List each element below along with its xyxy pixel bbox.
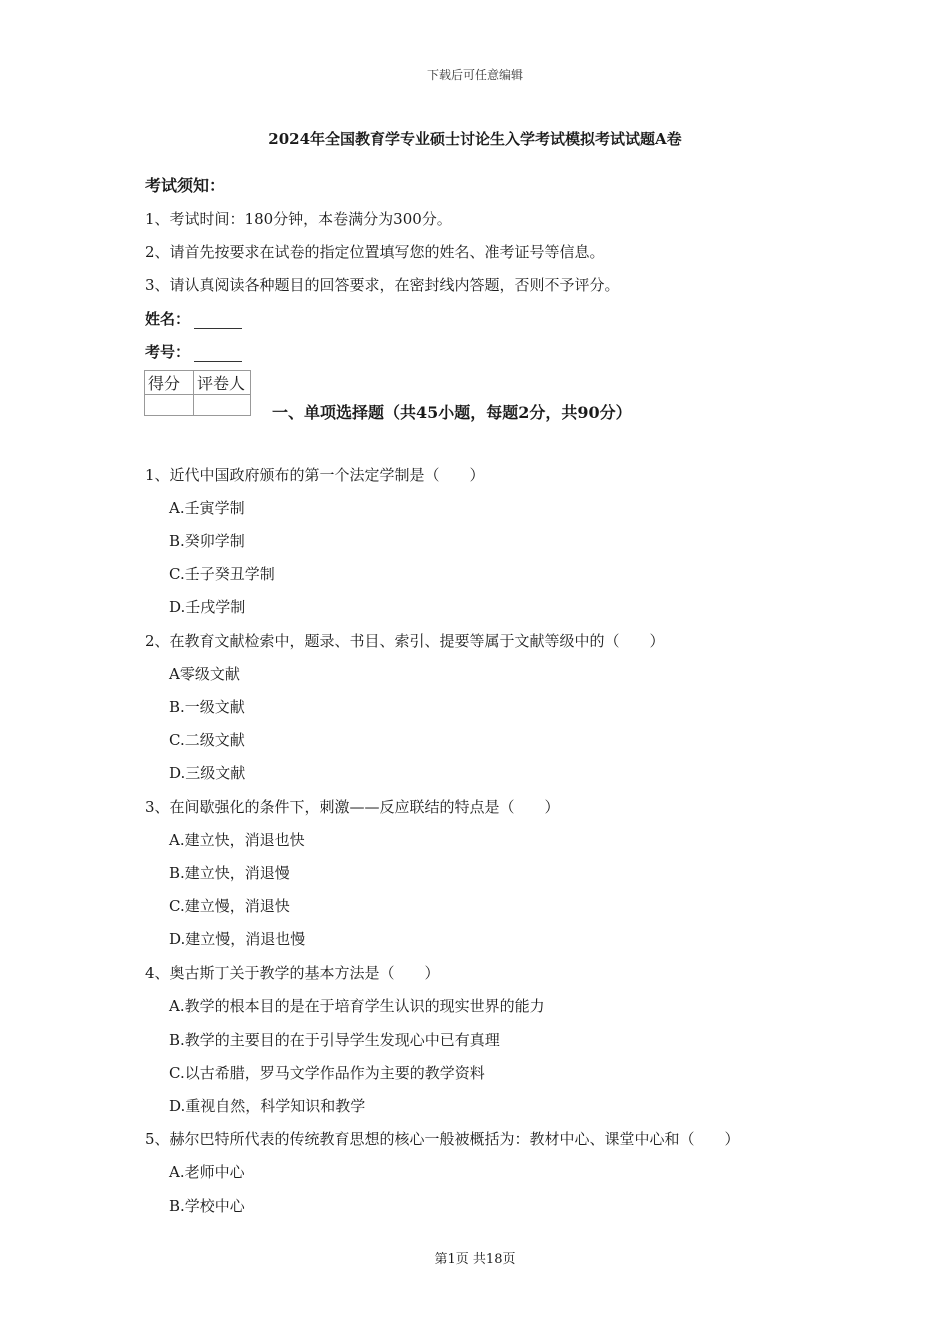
name-field[interactable]	[145, 308, 242, 329]
grader-header: 评卷人	[194, 371, 251, 395]
id-label: 考号：	[145, 343, 191, 361]
question-5: 5、赫尔巴特所代表的传统教育思想的核心一般被概括为：教材中心、课堂中心和（ ）	[145, 1130, 740, 1148]
option[interactable]: D.建立慢，消退也慢	[169, 930, 306, 948]
name-label: 姓名：	[145, 310, 191, 328]
question-4: 4、奥古斯丁关于教学的基本方法是（ ）	[145, 964, 440, 982]
grader-cell[interactable]	[194, 395, 251, 416]
option[interactable]: B.一级文献	[169, 698, 245, 716]
id-field[interactable]	[145, 341, 242, 362]
notice-heading: 考试须知：	[145, 176, 226, 195]
page-footer: 第1页 共18页	[434, 1252, 516, 1267]
question-3: 3、在间歇强化的条件下，刺激——反应联结的特点是（ ）	[145, 798, 560, 816]
option[interactable]: A.建立快，消退也快	[169, 831, 305, 849]
option[interactable]: A.壬寅学制	[169, 499, 245, 517]
name-blank[interactable]	[194, 314, 242, 329]
option[interactable]: A.教学的根本目的是在于培育学生认识的现实世界的能力	[169, 997, 545, 1015]
score-cell[interactable]	[145, 395, 194, 416]
option[interactable]: A零级文献	[169, 665, 240, 683]
question-1: 1、近代中国政府颁布的第一个法定学制是（ ）	[145, 466, 485, 484]
option[interactable]: D.壬戌学制	[169, 598, 246, 616]
id-blank[interactable]	[194, 347, 242, 362]
notice-item: 3、请认真阅读各种题目的回答要求，在密封线内答题，否则不予评分。	[145, 276, 620, 294]
question-2: 2、在教育文献检索中，题录、书目、索引、提要等属于文献等级中的（ ）	[145, 632, 665, 650]
notice-item: 2、请首先按要求在试卷的指定位置填写您的姓名、准考证号等信息。	[145, 243, 605, 261]
option[interactable]: B.建立快，消退慢	[169, 864, 290, 882]
option[interactable]: C.壬子癸丑学制	[169, 565, 275, 583]
section-title: 一、单项选择题（共45小题，每题2分，共90分）	[272, 403, 632, 422]
score-table	[144, 370, 251, 416]
option[interactable]: C.建立慢，消退快	[169, 897, 290, 915]
notice-item: 1、考试时间：180分钟，本卷满分为300分。	[145, 210, 452, 228]
option[interactable]: D.三级文献	[169, 764, 246, 782]
option[interactable]: A.老师中心	[169, 1163, 245, 1181]
score-header: 得分	[145, 371, 194, 395]
option[interactable]: D.重视自然，科学知识和教学	[169, 1097, 366, 1115]
header-note: 下载后可任意编辑	[426, 68, 523, 82]
document-title: 2024年全国教育学专业硕士讨论生入学考试模拟考试试题A卷	[268, 130, 682, 148]
option[interactable]: C.以古希腊，罗马文学作品作为主要的教学资料	[169, 1064, 485, 1082]
option[interactable]: C.二级文献	[169, 731, 245, 749]
option[interactable]: B.教学的主要目的在于引导学生发现心中已有真理	[169, 1031, 500, 1049]
option[interactable]: B.学校中心	[169, 1197, 245, 1215]
option[interactable]: B.癸卯学制	[169, 532, 245, 550]
